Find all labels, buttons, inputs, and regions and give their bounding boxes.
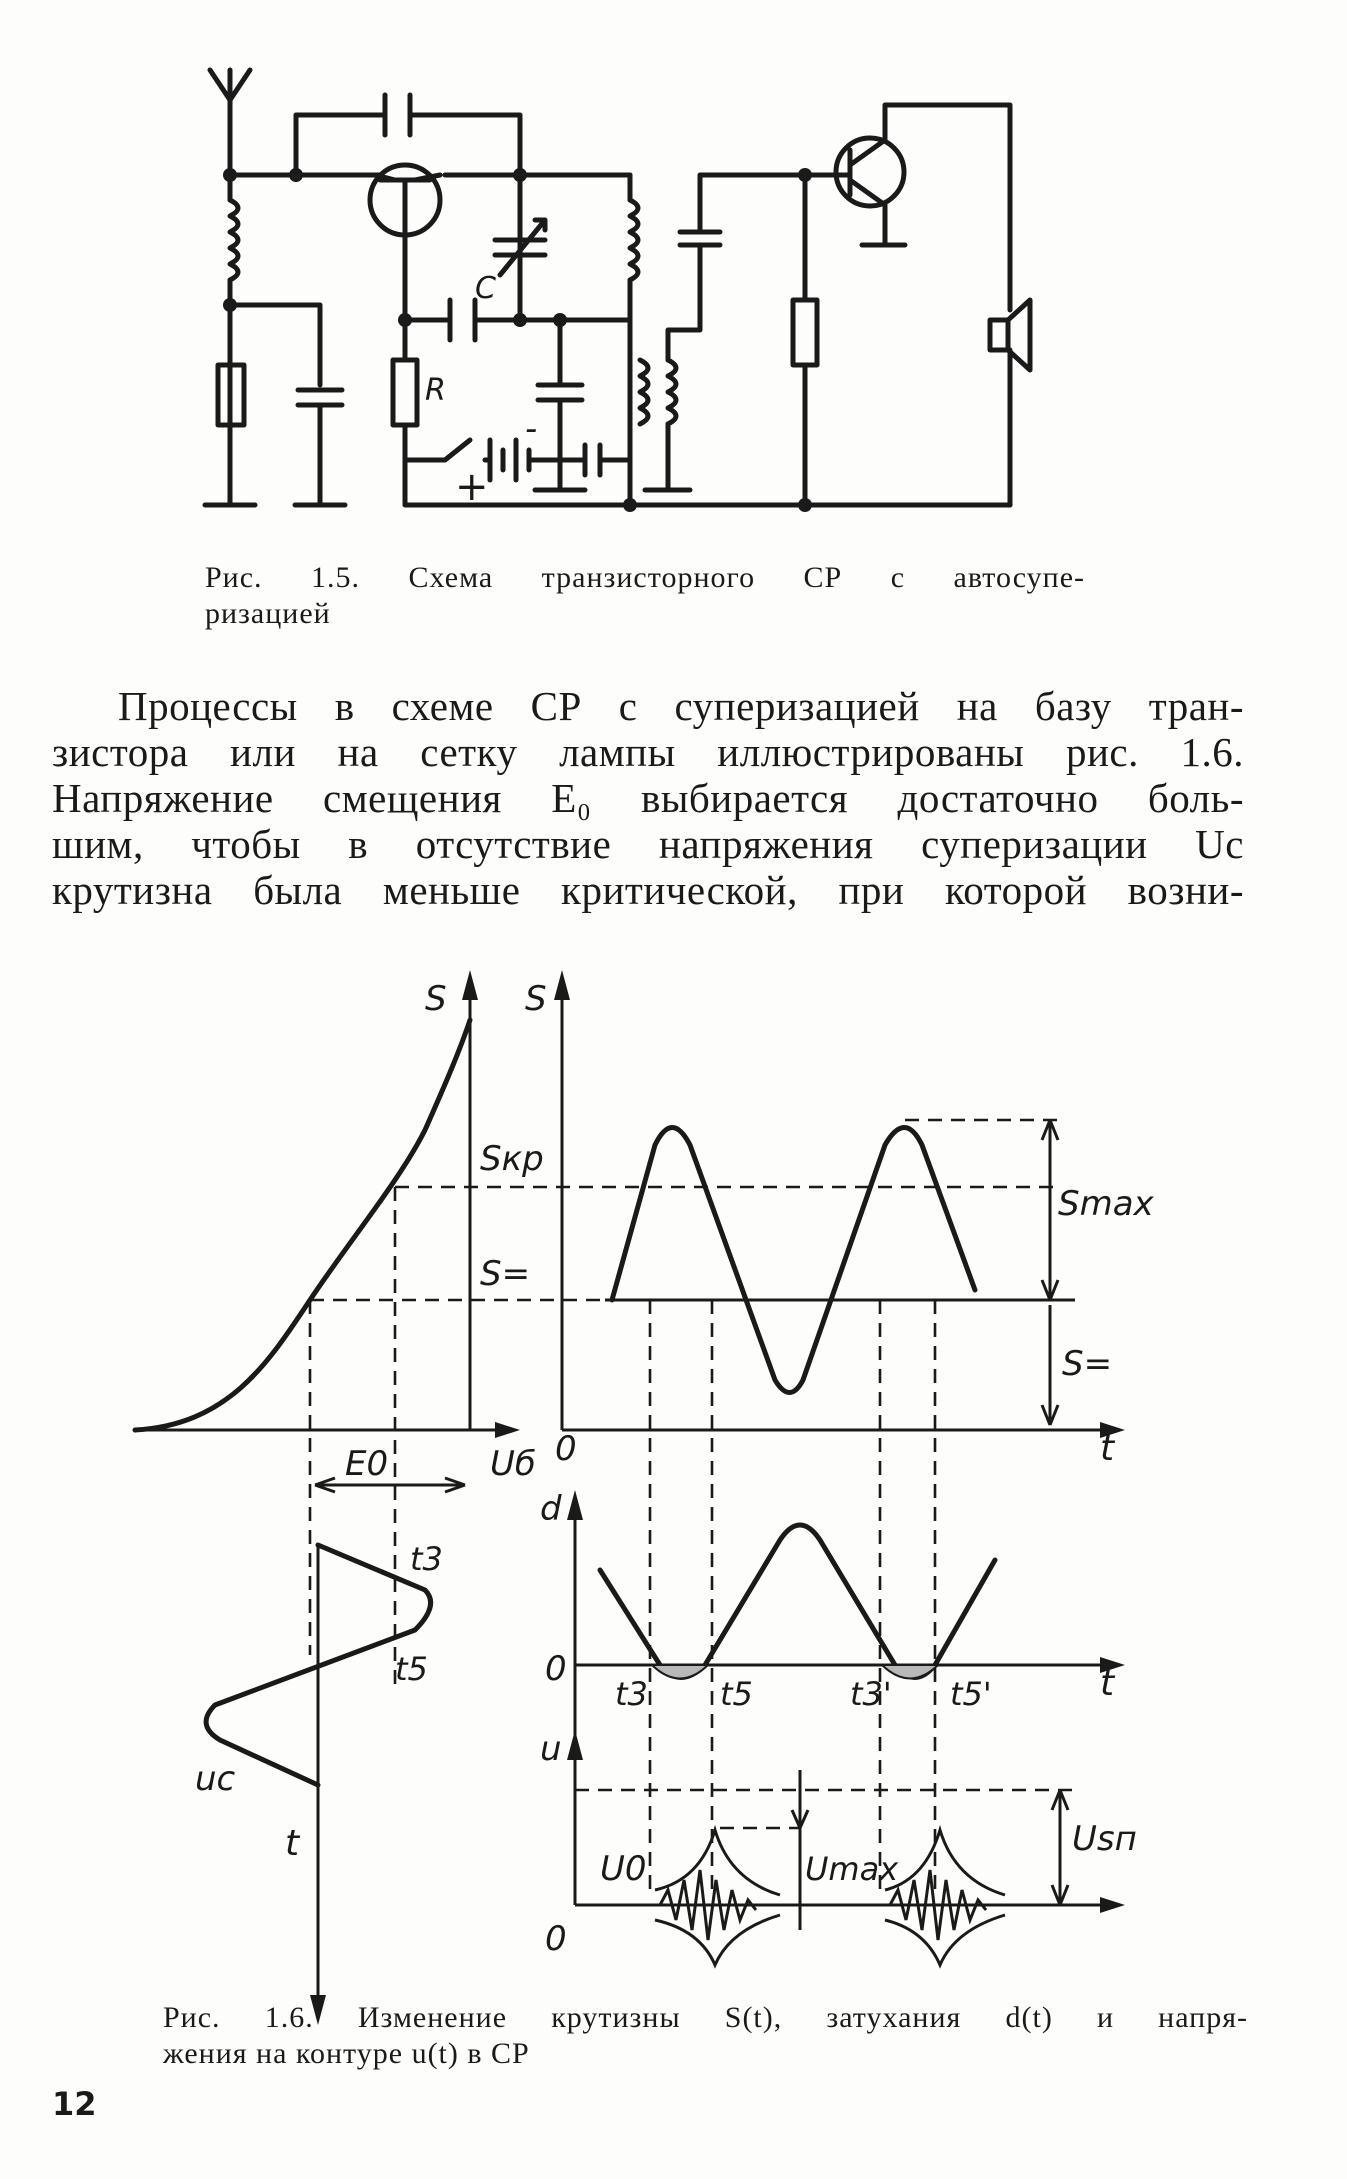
d-axis-label: d xyxy=(540,1489,562,1529)
paragraph-line: Процессы в схеме СР с суперизацией на базу тран- xyxy=(118,683,1244,729)
t-d-label: t xyxy=(1100,1663,1115,1704)
caption-line-2: жения на контуре u(t) в СР xyxy=(163,2037,530,2070)
d-axis-arrow-icon xyxy=(567,1490,583,1520)
paragraph-line: зистора или на сетку лампы иллюстрированы рис. 1.6. xyxy=(52,729,1244,775)
battery-plus-label: + xyxy=(455,464,489,510)
paragraph-line: Напряжение смещения E₀ выбирается достаточно боль- xyxy=(52,775,1244,821)
u0-label: U0 xyxy=(600,1849,647,1889)
battery-minus-label: - xyxy=(525,409,538,449)
zero-d-label: 0 xyxy=(545,1649,567,1689)
s-eq-right-label: S= xyxy=(1062,1344,1113,1384)
t5-label: t5 xyxy=(720,1675,753,1713)
u-axis-label: u xyxy=(540,1729,562,1769)
t5-left-label: t5 xyxy=(395,1650,428,1688)
page-number: 12 xyxy=(52,2085,97,2123)
s-right-label: S xyxy=(525,979,547,1019)
u-sn-label: Usп xyxy=(1072,1819,1137,1859)
e0-label: E0 xyxy=(345,1444,389,1484)
caption-line-1: Рис. 1.6. Изменение крутизны S(t), затухания d(t) и напря- xyxy=(163,2001,1248,2034)
t3-label: t3 xyxy=(615,1675,648,1713)
zero-s-label: 0 xyxy=(555,1429,577,1469)
t5-prime-label: t5' xyxy=(950,1675,992,1713)
s-kp-label: Sкр xyxy=(480,1139,544,1179)
capacitor-c-label: C xyxy=(475,271,496,306)
t3-prime-label: t3' xyxy=(850,1675,892,1713)
u-axis-arrow-icon xyxy=(567,1730,583,1760)
zero-u-label: 0 xyxy=(545,1919,567,1959)
s-axis-arrow-icon xyxy=(462,970,478,1000)
caption-line-1: Рис. 1.5. Схема транзисторного СР с автосупе- xyxy=(205,561,1085,594)
u-max-label: Umax xyxy=(805,1850,899,1888)
paragraph-line: шим, чтобы в отсутствие напряжения суперизации Uc xyxy=(52,821,1244,867)
s-eq-label: S= xyxy=(480,1254,531,1294)
t-down-label: t xyxy=(285,1823,300,1864)
u-c-label: uc xyxy=(195,1759,236,1799)
u-b-label: Uб xyxy=(490,1444,536,1484)
paragraph-line: крутизна была меньше критической, при которой возни- xyxy=(52,867,1244,913)
t3-left-label: t3 xyxy=(410,1540,443,1578)
s-max-label: Smax xyxy=(1058,1184,1154,1224)
s-left-label: S xyxy=(425,979,447,1019)
s-right-axis-arrow-icon xyxy=(554,970,570,1000)
caption-line-2: ризацией xyxy=(205,597,331,630)
figure-1-6-caption xyxy=(163,2000,1248,2072)
t-axis-label: t xyxy=(1100,1428,1115,1469)
resistor-r-label: R xyxy=(425,373,446,408)
